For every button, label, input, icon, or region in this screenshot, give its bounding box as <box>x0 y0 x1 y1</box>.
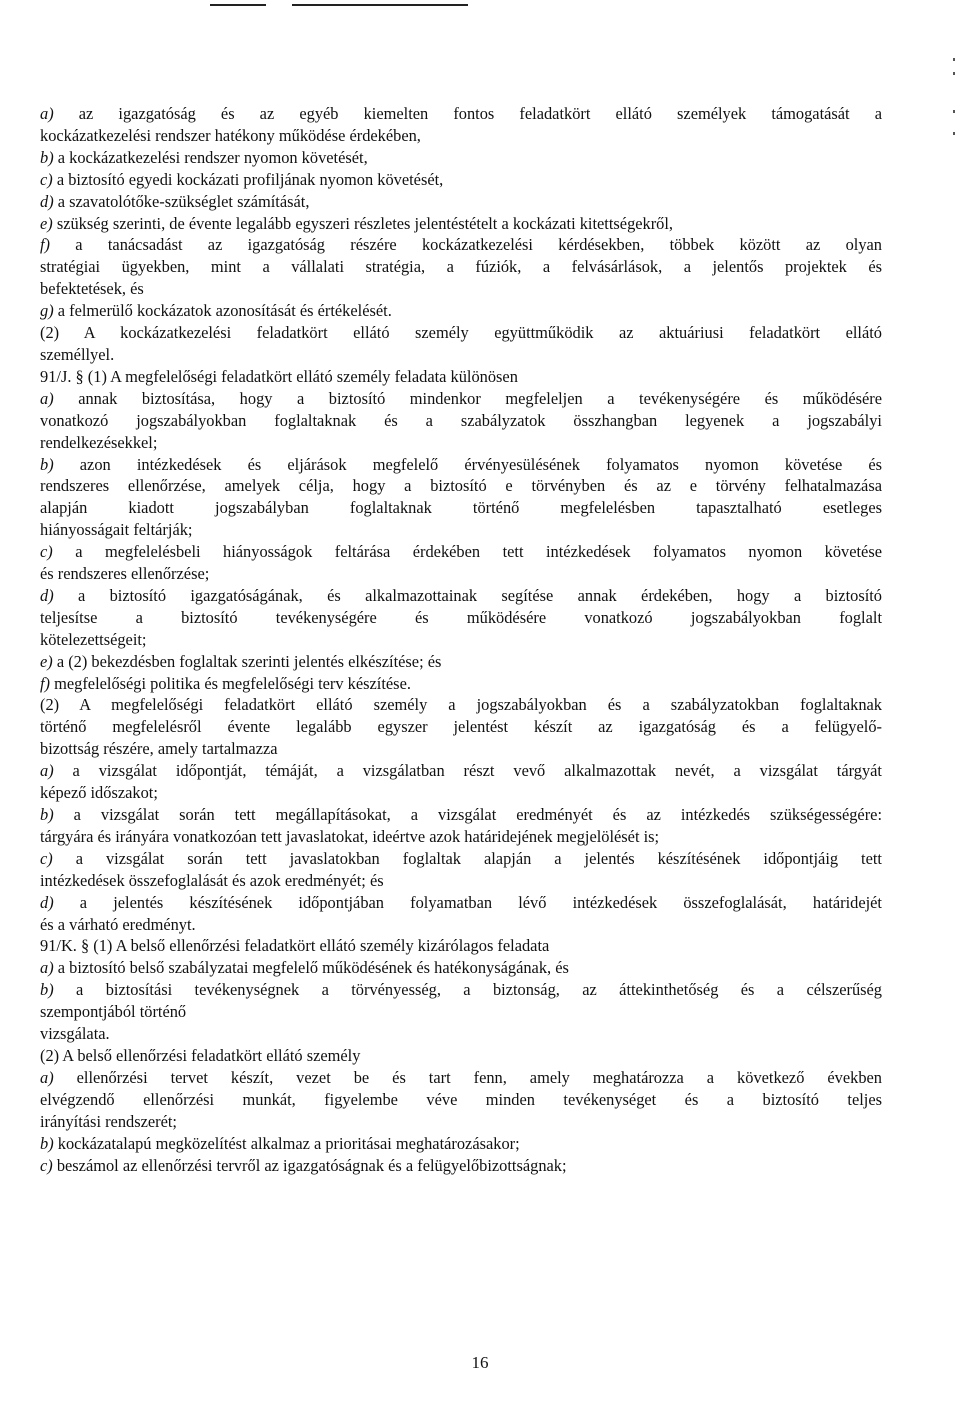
paragraph <box>40 366 882 388</box>
line-text: a kockázatkezelési rendszer nyomon követését, <box>53 147 368 167</box>
line-text: a vizsgálat során tett megállapításokat, a vizsgálat eredményét és az intézkedés szükségességére: <box>53 805 882 824</box>
text-line <box>40 497 882 519</box>
text-line <box>40 300 882 322</box>
paragraph <box>40 848 882 892</box>
text-line <box>40 475 882 497</box>
text-line <box>40 1067 882 1089</box>
text-line <box>40 957 882 979</box>
text-line <box>40 410 882 432</box>
text-line <box>40 344 882 366</box>
line-text: irányítási rendszerét; <box>40 1111 177 1131</box>
line-text: a biztosító egyedi kockázati profiljának nyomon követését, <box>52 169 444 189</box>
text-line <box>40 103 882 125</box>
paragraph <box>40 1067 882 1133</box>
text-line <box>40 607 882 629</box>
paragraph <box>40 103 882 147</box>
line-text: az igazgatóság és az egyéb kiemelten fontos feladatkört ellátó személyek támogatását a <box>53 104 882 123</box>
paragraph <box>40 234 882 300</box>
item-letter: c) <box>40 848 53 868</box>
line-text: annak biztosítása, hogy a biztosító mindenkor megfeleljen a tevékenységére és működésére <box>53 388 882 408</box>
line-text: megfelelőségi politika és megfelelőségi terv készítése. <box>50 673 411 693</box>
line-text: intézkedések összefoglalását és azok eredményét; és <box>40 870 384 890</box>
line-text: a megfelelésbeli hiányosságok feltárása érdekében tett intézkedések folyamatos nyomon követése <box>52 542 882 562</box>
item-letter: e) <box>40 213 53 233</box>
item-letter: b) <box>40 1133 54 1153</box>
paragraph <box>40 191 882 213</box>
line-text: történő megfelelésről évente legalább egyszer jelentést készít az igazgatóság és a felügyelő- <box>40 717 882 737</box>
line-text: (2) A kockázatkezelési feladatkört ellátó személy együttműködik az aktuáriusi feladatkört ellátó <box>40 323 882 343</box>
text-line <box>40 585 882 607</box>
text-line <box>40 935 882 957</box>
line-text: bizottság részére, amely tartalmazza <box>40 739 278 759</box>
text-line <box>40 563 882 585</box>
paragraph <box>40 300 882 322</box>
text-line <box>40 1155 882 1177</box>
paragraph <box>40 957 882 979</box>
paragraph <box>40 169 882 191</box>
paragraph <box>40 694 882 760</box>
paragraph <box>40 804 882 848</box>
item-letter: g) <box>40 301 54 321</box>
line-text: 91/J. § (1) A megfelelőségi feladatkört ellátó személy feladata különösen <box>40 366 518 386</box>
paragraph <box>40 213 882 235</box>
line-text: vonatkozó jogszabályokban foglaltaknak és a szabályzatok összhangban legyenek a jogszabályi <box>40 410 882 430</box>
line-text: kockázatkezelési rendszer hatékony működése érdekében, <box>40 125 421 145</box>
text-line <box>40 1023 882 1045</box>
line-text: azon intézkedések és eljárások megfelelő érvényesülésének folyamatos nyomon követése és <box>53 454 882 474</box>
text-line <box>40 979 882 1001</box>
line-text: a szavatolótőke-szükséglet számítását, <box>53 191 310 211</box>
line-text: beszámol az ellenőrzési tervről az igazgatóságnak és a felügyelőbizottságnak; <box>52 1155 567 1175</box>
item-letter: d) <box>40 191 54 211</box>
line-text: kockázatalapú megközelítést alkalmaz a prioritásai meghatározásakor; <box>53 1133 520 1153</box>
paragraph <box>40 760 882 804</box>
line-text: kötelezettségeit; <box>40 629 147 649</box>
text-line <box>40 234 882 256</box>
text-line <box>40 1089 882 1111</box>
line-text: a vizsgálat során tett javaslatokban foglaltak alapján a jelentés készítésének időpontjáig tett <box>52 848 882 868</box>
paragraph <box>40 388 882 454</box>
line-text: (2) A megfelelőségi feladatkört ellátó személy a jogszabályokban és a szabályzatokban foglaltaknak <box>40 695 882 715</box>
text-line <box>40 1045 882 1067</box>
item-letter: a) <box>40 958 54 978</box>
document-body <box>40 103 882 1176</box>
item-letter: c) <box>40 1155 53 1175</box>
line-text: a (2) bekezdésben foglaltak szerinti jelentés elkészítése; és <box>52 651 442 671</box>
paragraph <box>40 454 882 542</box>
text-line <box>40 125 882 147</box>
line-text: tárgyára és irányára vonatkozóan tett javaslatokat, ideértve azok határidejének megjelölését is; <box>40 826 660 846</box>
paragraph <box>40 541 882 585</box>
text-line <box>40 519 882 541</box>
item-letter: c) <box>40 542 53 562</box>
item-letter: a) <box>40 761 54 781</box>
line-text: (2) A belső ellenőrzési feladatkört ellátó személy <box>40 1045 361 1065</box>
line-text: a tanácsadást az igazgatóság részére kockázatkezelési kérdésekben, többek között az olyan <box>50 235 882 255</box>
paragraph <box>40 585 882 651</box>
line-text: hiányosságait feltárják; <box>40 520 193 540</box>
text-line <box>40 454 882 476</box>
text-line <box>40 716 882 738</box>
text-line <box>40 914 882 936</box>
line-text: a biztosítási tevékenységnek a törvényesség, a biztonság, az áttekinthetőség és a célszerűség <box>53 980 882 1000</box>
text-line <box>40 760 882 782</box>
line-text: rendszeres ellenőrzése, amelyek célja, hogy a biztosító e törvényben és az e törvény felhatalmazása <box>40 476 882 496</box>
item-letter: a) <box>40 388 54 408</box>
line-text: személlyel. <box>40 344 115 364</box>
item-letter: a) <box>40 1067 54 1087</box>
text-line <box>40 629 882 651</box>
page-number: 16 <box>471 1353 489 1372</box>
item-letter: b) <box>40 454 54 474</box>
text-line <box>40 191 882 213</box>
text-line <box>40 673 882 695</box>
text-line <box>40 892 882 914</box>
text-line <box>40 388 882 410</box>
text-line <box>40 826 882 848</box>
line-text: és rendszeres ellenőrzése; <box>40 564 210 584</box>
paragraph <box>40 147 882 169</box>
item-letter: e) <box>40 651 53 671</box>
text-line <box>40 322 882 344</box>
text-line <box>40 738 882 760</box>
item-letter: b) <box>40 980 54 1000</box>
text-line <box>40 432 882 454</box>
text-line <box>40 541 882 563</box>
paragraph <box>40 673 882 695</box>
text-line <box>40 804 882 826</box>
text-line <box>40 782 882 804</box>
paragraph <box>40 322 882 366</box>
paragraph <box>40 892 882 936</box>
header-rule <box>210 4 468 6</box>
line-text: ellenőrzési tervet készít, vezet be és tart fenn, amely meghatározza a következő években <box>53 1067 882 1087</box>
paragraph <box>40 1155 882 1177</box>
line-text: rendelkezésekkel; <box>40 432 158 452</box>
line-text: a biztosító igazgatóságának, és alkalmazottainak segítése annak érdekében, hogy a biztosító <box>53 585 882 605</box>
text-line <box>40 147 882 169</box>
paragraph <box>40 935 882 957</box>
line-text: teljesítse a biztosító tevékenységére és működésére vonatkozó jogszabályokban foglalt <box>40 607 882 627</box>
line-text: képező időszakot; <box>40 783 158 803</box>
text-line <box>40 1133 882 1155</box>
line-text: szempontjából történő <box>40 1002 187 1022</box>
text-line <box>40 169 882 191</box>
item-letter: d) <box>40 892 54 912</box>
line-text: vizsgálata. <box>40 1024 110 1044</box>
paragraph <box>40 1133 882 1155</box>
line-text: a jelentés készítésének időpontjában folyamatban lévő intézkedések összefoglalását, határidejét <box>53 892 882 912</box>
item-letter: c) <box>40 169 53 189</box>
line-text: és a várható eredményt. <box>40 914 196 934</box>
line-text: a vizsgálat időpontját, témáját, a vizsgálatban részt vevő alkalmazottak nevét, a vizsgálat tárgyát <box>53 761 882 781</box>
line-text: elvégzendő ellenőrzési munkát, figyelembe véve minden tevékenységet és a biztosító teljes <box>40 1089 882 1109</box>
paragraph <box>40 979 882 1045</box>
paragraph <box>40 1045 882 1067</box>
item-letter: b) <box>40 147 54 167</box>
item-letter: f) <box>40 235 51 255</box>
line-text: befektetések, és <box>40 279 144 299</box>
text-line <box>40 366 882 388</box>
text-line <box>40 694 882 716</box>
line-text: alapján kiadott jogszabályban foglaltaknak történő megfelelésben tapasztalható esetleges <box>40 498 882 518</box>
line-text: a biztosító belső szabályzatai megfelelő működésének és hatékonyságának, és <box>53 958 569 978</box>
line-text: a felmerülő kockázatok azonosítását és értékelését. <box>53 301 392 321</box>
line-text: szükség szerinti, de évente legalább egyszeri részletes jelentéstételt a kockázati kitettségekről, <box>52 213 674 233</box>
paragraph <box>40 651 882 673</box>
item-letter: b) <box>40 805 54 824</box>
item-letter: d) <box>40 585 54 605</box>
text-line <box>40 870 882 892</box>
text-line <box>40 213 882 235</box>
text-line <box>40 256 882 278</box>
scan-specks <box>953 58 957 138</box>
item-letter: a) <box>40 104 54 123</box>
line-text: 91/K. § (1) A belső ellenőrzési feladatkört ellátó személy kizárólagos feladata <box>40 936 550 956</box>
text-line <box>40 1111 882 1133</box>
item-letter: f) <box>40 673 51 693</box>
text-line <box>40 651 882 673</box>
text-line <box>40 1001 882 1023</box>
text-line <box>40 278 882 300</box>
line-text: stratégiai ügyekben, mint a vállalati stratégia, a fúziók, a felvásárlások, a jelentős projektek és <box>40 257 882 277</box>
text-line <box>40 848 882 870</box>
